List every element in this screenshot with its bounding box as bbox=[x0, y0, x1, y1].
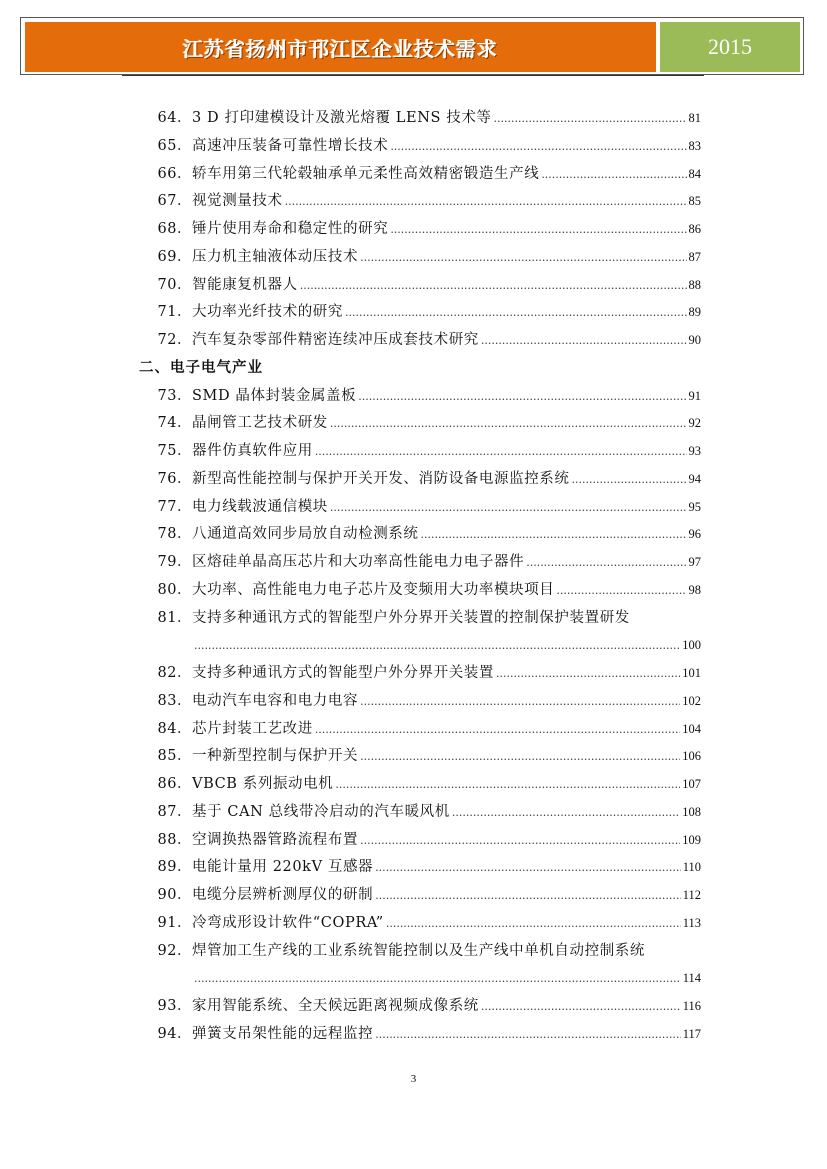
toc-entry[interactable] bbox=[148, 718, 701, 740]
toc-entry[interactable] bbox=[148, 107, 701, 129]
toc-entry-number: 74． bbox=[157, 415, 192, 432]
toc-entry[interactable] bbox=[148, 773, 701, 795]
toc-entry[interactable] bbox=[148, 135, 701, 157]
toc-dot-leader bbox=[360, 691, 680, 713]
toc-entry-number: 93． bbox=[157, 998, 192, 1014]
toc-entry-number: 77． bbox=[157, 498, 192, 515]
toc-dot-leader bbox=[360, 247, 686, 269]
toc-entry-title: 器件仿真软件应用 bbox=[192, 443, 313, 459]
toc-entry-page: 86 bbox=[688, 222, 701, 236]
toc-entry-number: 82． bbox=[157, 665, 192, 681]
toc-dot-leader bbox=[330, 413, 687, 435]
toc-entry-number: 92． bbox=[157, 942, 192, 959]
toc-entry-page: 91 bbox=[688, 388, 701, 403]
toc-dot-leader bbox=[541, 164, 686, 186]
toc-entry[interactable] bbox=[148, 468, 701, 490]
toc-entry-page: 81 bbox=[688, 111, 701, 125]
toc-entry-page: 106 bbox=[682, 749, 701, 764]
toc-entry-title: 电力线载波通信模块 bbox=[192, 498, 328, 515]
toc-entry-page: 102 bbox=[682, 693, 701, 708]
toc-dot-leader bbox=[300, 275, 687, 297]
toc-entry-page: 85 bbox=[688, 194, 701, 209]
toc-entry[interactable] bbox=[148, 523, 701, 545]
toc-entry-title: 弹簧支吊架性能的远程监控 bbox=[192, 1025, 374, 1042]
toc-entry-number: 69． bbox=[157, 248, 192, 265]
toc-entry-page: 112 bbox=[682, 888, 701, 902]
toc-entry-number: 68． bbox=[157, 221, 192, 237]
toc-dot-leader bbox=[452, 802, 680, 824]
toc-entry[interactable] bbox=[148, 995, 701, 1017]
toc-entry-number: 71． bbox=[157, 304, 192, 321]
toc-dot-leader bbox=[421, 524, 687, 546]
toc-entry-page: 84 bbox=[688, 166, 701, 181]
toc-entry-number: 90． bbox=[157, 887, 192, 903]
toc-entry-number: 89． bbox=[157, 859, 192, 876]
toc-entry[interactable] bbox=[148, 801, 701, 823]
toc-dot-leader bbox=[375, 1024, 681, 1046]
toc-dot-leader bbox=[194, 635, 680, 657]
toc-entry-title: 晶闸管工艺技术研发 bbox=[192, 415, 328, 432]
toc-entry-title: 冷弯成形设计软件“COPRA” bbox=[192, 914, 384, 931]
toc-entry[interactable] bbox=[148, 829, 701, 851]
toc-dot-leader bbox=[556, 580, 686, 602]
toc-entry-page: 117 bbox=[682, 1026, 701, 1041]
toc-entry-title: 支持多种通讯方式的智能型户外分界开关装置的控制保护装置研发 bbox=[192, 609, 630, 626]
toc-entry-page: 100 bbox=[682, 638, 701, 653]
toc-entry-title: 电动汽车电容和电力电容 bbox=[192, 692, 359, 709]
toc-dot-leader bbox=[386, 913, 681, 935]
toc-entry-title: 区熔硅单晶高压芯片和大功率高性能电力电子器件 bbox=[192, 554, 525, 570]
toc-entry-number: 70． bbox=[157, 276, 192, 293]
toc-entry-number: 64． bbox=[157, 110, 192, 126]
toc-entry-title: 汽车复杂零部件精密连续冲压成套技术研究 bbox=[192, 332, 479, 348]
toc-entry-number: 85． bbox=[157, 748, 192, 765]
toc-dot-leader bbox=[572, 469, 687, 491]
toc-entry[interactable] bbox=[148, 912, 701, 934]
toc-entry-title: 八通道高效同步局放自动检测系统 bbox=[192, 526, 419, 543]
toc-entry-page: 110 bbox=[682, 860, 701, 875]
document-title: 江苏省扬州市邗江区企业技术需求 bbox=[183, 36, 498, 61]
toc-dot-leader bbox=[330, 497, 687, 519]
toc-dot-leader bbox=[345, 302, 687, 324]
toc-entry-title: 空调换热器管路流程布置 bbox=[192, 831, 359, 848]
toc-entry-number: 76． bbox=[157, 470, 192, 487]
toc-dot-leader bbox=[285, 191, 687, 213]
toc-dot-leader bbox=[360, 746, 680, 768]
toc-entry[interactable] bbox=[148, 274, 701, 296]
toc-entry-title: 支持多种通讯方式的智能型户外分界开关装置 bbox=[192, 665, 494, 681]
toc-entry[interactable] bbox=[148, 607, 701, 629]
toc-dot-leader bbox=[390, 219, 686, 241]
toc-entry[interactable] bbox=[148, 163, 701, 185]
toc-entry-page: 104 bbox=[682, 721, 701, 736]
toc-entry-number: 94． bbox=[157, 1025, 192, 1042]
toc-entry-page: 107 bbox=[682, 777, 701, 791]
toc-entry[interactable] bbox=[148, 385, 701, 407]
toc-entry-page: 89 bbox=[688, 305, 701, 320]
toc-entry-number: 78． bbox=[157, 526, 192, 543]
toc-entry[interactable] bbox=[148, 246, 701, 268]
toc-entry-number: 83． bbox=[157, 692, 192, 709]
page-number: 3 bbox=[410, 1073, 417, 1085]
toc-entry-page: 113 bbox=[682, 915, 701, 930]
toc-entry[interactable] bbox=[148, 856, 701, 878]
toc-dot-leader bbox=[375, 885, 681, 907]
toc-entry-page: 108 bbox=[682, 804, 701, 819]
toc-entry[interactable] bbox=[148, 190, 701, 212]
toc-dot-leader bbox=[496, 663, 680, 685]
toc-entry[interactable] bbox=[148, 218, 701, 240]
toc-entry[interactable] bbox=[148, 440, 701, 462]
toc-entry-title: VBCB 系列振动电机 bbox=[192, 776, 334, 792]
toc-entry-page: 87 bbox=[688, 249, 701, 264]
toc-dot-leader bbox=[335, 774, 680, 796]
document-year: 2015 bbox=[708, 34, 752, 59]
toc-entry-title: 大功率光纤技术的研究 bbox=[192, 304, 343, 321]
toc-entry-title: 电能计量用 220kV 互感器 bbox=[192, 859, 374, 876]
toc-entry[interactable] bbox=[148, 496, 701, 518]
section-heading: 二、电子电气产业 bbox=[139, 359, 263, 376]
toc-entry-page: 114 bbox=[682, 971, 701, 986]
toc-entry-title: 锤片使用寿命和稳定性的研究 bbox=[192, 221, 389, 237]
toc-entry-page: 116 bbox=[682, 999, 701, 1013]
toc-dot-leader bbox=[360, 830, 680, 852]
toc-entry-number: 88． bbox=[157, 831, 192, 848]
toc-entry-title: 一种新型控制与保护开关 bbox=[192, 748, 359, 765]
toc-dot-leader bbox=[194, 968, 681, 990]
toc-entry[interactable] bbox=[148, 884, 701, 906]
toc-entry-title: 大功率、高性能电力电子芯片及变频用大功率模块项目 bbox=[192, 581, 555, 598]
toc-dot-leader bbox=[358, 386, 686, 408]
toc-dot-leader bbox=[494, 108, 687, 130]
toc-entry[interactable] bbox=[148, 579, 701, 601]
toc-entry-page: 88 bbox=[688, 277, 701, 292]
toc-dot-leader bbox=[481, 330, 687, 352]
toc-entry-page: 94 bbox=[688, 471, 701, 486]
toc-entry-number: 87． bbox=[157, 803, 192, 820]
toc-entry-number: 65． bbox=[157, 137, 192, 154]
toc-entry-number: 81． bbox=[157, 609, 192, 626]
toc-entry[interactable] bbox=[148, 690, 701, 712]
toc-entry[interactable] bbox=[192, 634, 701, 656]
toc-entry[interactable] bbox=[148, 301, 701, 323]
toc-entry-page: 93 bbox=[688, 444, 701, 458]
toc-entry-page: 109 bbox=[682, 832, 701, 847]
toc-entry-page: 101 bbox=[682, 666, 701, 680]
toc-entry-number: 73． bbox=[157, 387, 192, 404]
toc-entry-title: SMD 晶体封装金属盖板 bbox=[192, 387, 357, 404]
toc-entry-page: 96 bbox=[688, 527, 701, 542]
toc-dot-leader bbox=[315, 719, 680, 741]
toc-entry-page: 95 bbox=[688, 499, 701, 514]
toc-entry[interactable] bbox=[148, 551, 701, 573]
toc-entry-number: 84． bbox=[157, 720, 192, 737]
toc-entry-title: 新型高性能控制与保护开关开发、消防设备电源监控系统 bbox=[192, 470, 570, 487]
toc-entry-title: 焊管加工生产线的工业系统智能控制以及生产线中单机自动控制系统 bbox=[192, 942, 645, 959]
toc-entry-number: 75． bbox=[157, 443, 192, 459]
toc-entry[interactable] bbox=[148, 745, 701, 767]
toc-entry[interactable] bbox=[148, 662, 701, 684]
toc-entry[interactable] bbox=[148, 412, 701, 434]
toc-dot-leader bbox=[526, 552, 686, 574]
toc-entry-number: 86． bbox=[157, 776, 192, 792]
toc-entry-number: 67． bbox=[157, 193, 192, 210]
toc-entry[interactable] bbox=[148, 329, 701, 351]
toc-entry-title: 家用智能系统、全天候远距离视频成像系统 bbox=[192, 998, 479, 1014]
toc-entry-number: 91． bbox=[157, 914, 192, 931]
toc-entry-title: 压力机主轴液体动压技术 bbox=[192, 248, 359, 265]
toc-entry-page: 92 bbox=[688, 416, 701, 431]
toc-dot-leader bbox=[481, 996, 681, 1018]
toc-dot-leader bbox=[315, 441, 687, 463]
toc-entry[interactable] bbox=[148, 1023, 701, 1045]
toc-entry-title: 视觉测量技术 bbox=[192, 193, 283, 210]
toc-entry-page: 90 bbox=[688, 333, 701, 347]
toc-entry-number: 72． bbox=[157, 332, 192, 348]
toc-entry-number: 79． bbox=[157, 554, 192, 570]
toc-entry-number: 66． bbox=[157, 165, 192, 182]
toc-dot-leader bbox=[390, 136, 686, 158]
toc-entry[interactable] bbox=[192, 967, 701, 989]
toc-entry-page: 97 bbox=[688, 555, 701, 569]
toc-entry-title: 3 D 打印建模设计及激光熔覆 LENS 技术等 bbox=[192, 110, 492, 126]
toc-entry-title: 芯片封装工艺改进 bbox=[192, 720, 313, 737]
toc-dot-leader bbox=[375, 857, 681, 879]
toc-entry-number: 80． bbox=[157, 581, 192, 598]
toc-entry-title: 电缆分层辨析测厚仪的研制 bbox=[192, 887, 374, 903]
toc-entry[interactable] bbox=[148, 940, 701, 962]
toc-entry-title: 智能康复机器人 bbox=[192, 276, 298, 293]
toc-entry-page: 83 bbox=[688, 138, 701, 153]
toc-entry-title: 轿车用第三代轮毂轴承单元柔性高效精密锻造生产线 bbox=[192, 165, 540, 182]
toc-entry-title: 基于 CAN 总线带冷启动的汽车暖风机 bbox=[192, 803, 450, 820]
toc-entry-page: 98 bbox=[688, 582, 701, 597]
toc-entry-title: 高速冲压装备可靠性增长技术 bbox=[192, 137, 389, 154]
